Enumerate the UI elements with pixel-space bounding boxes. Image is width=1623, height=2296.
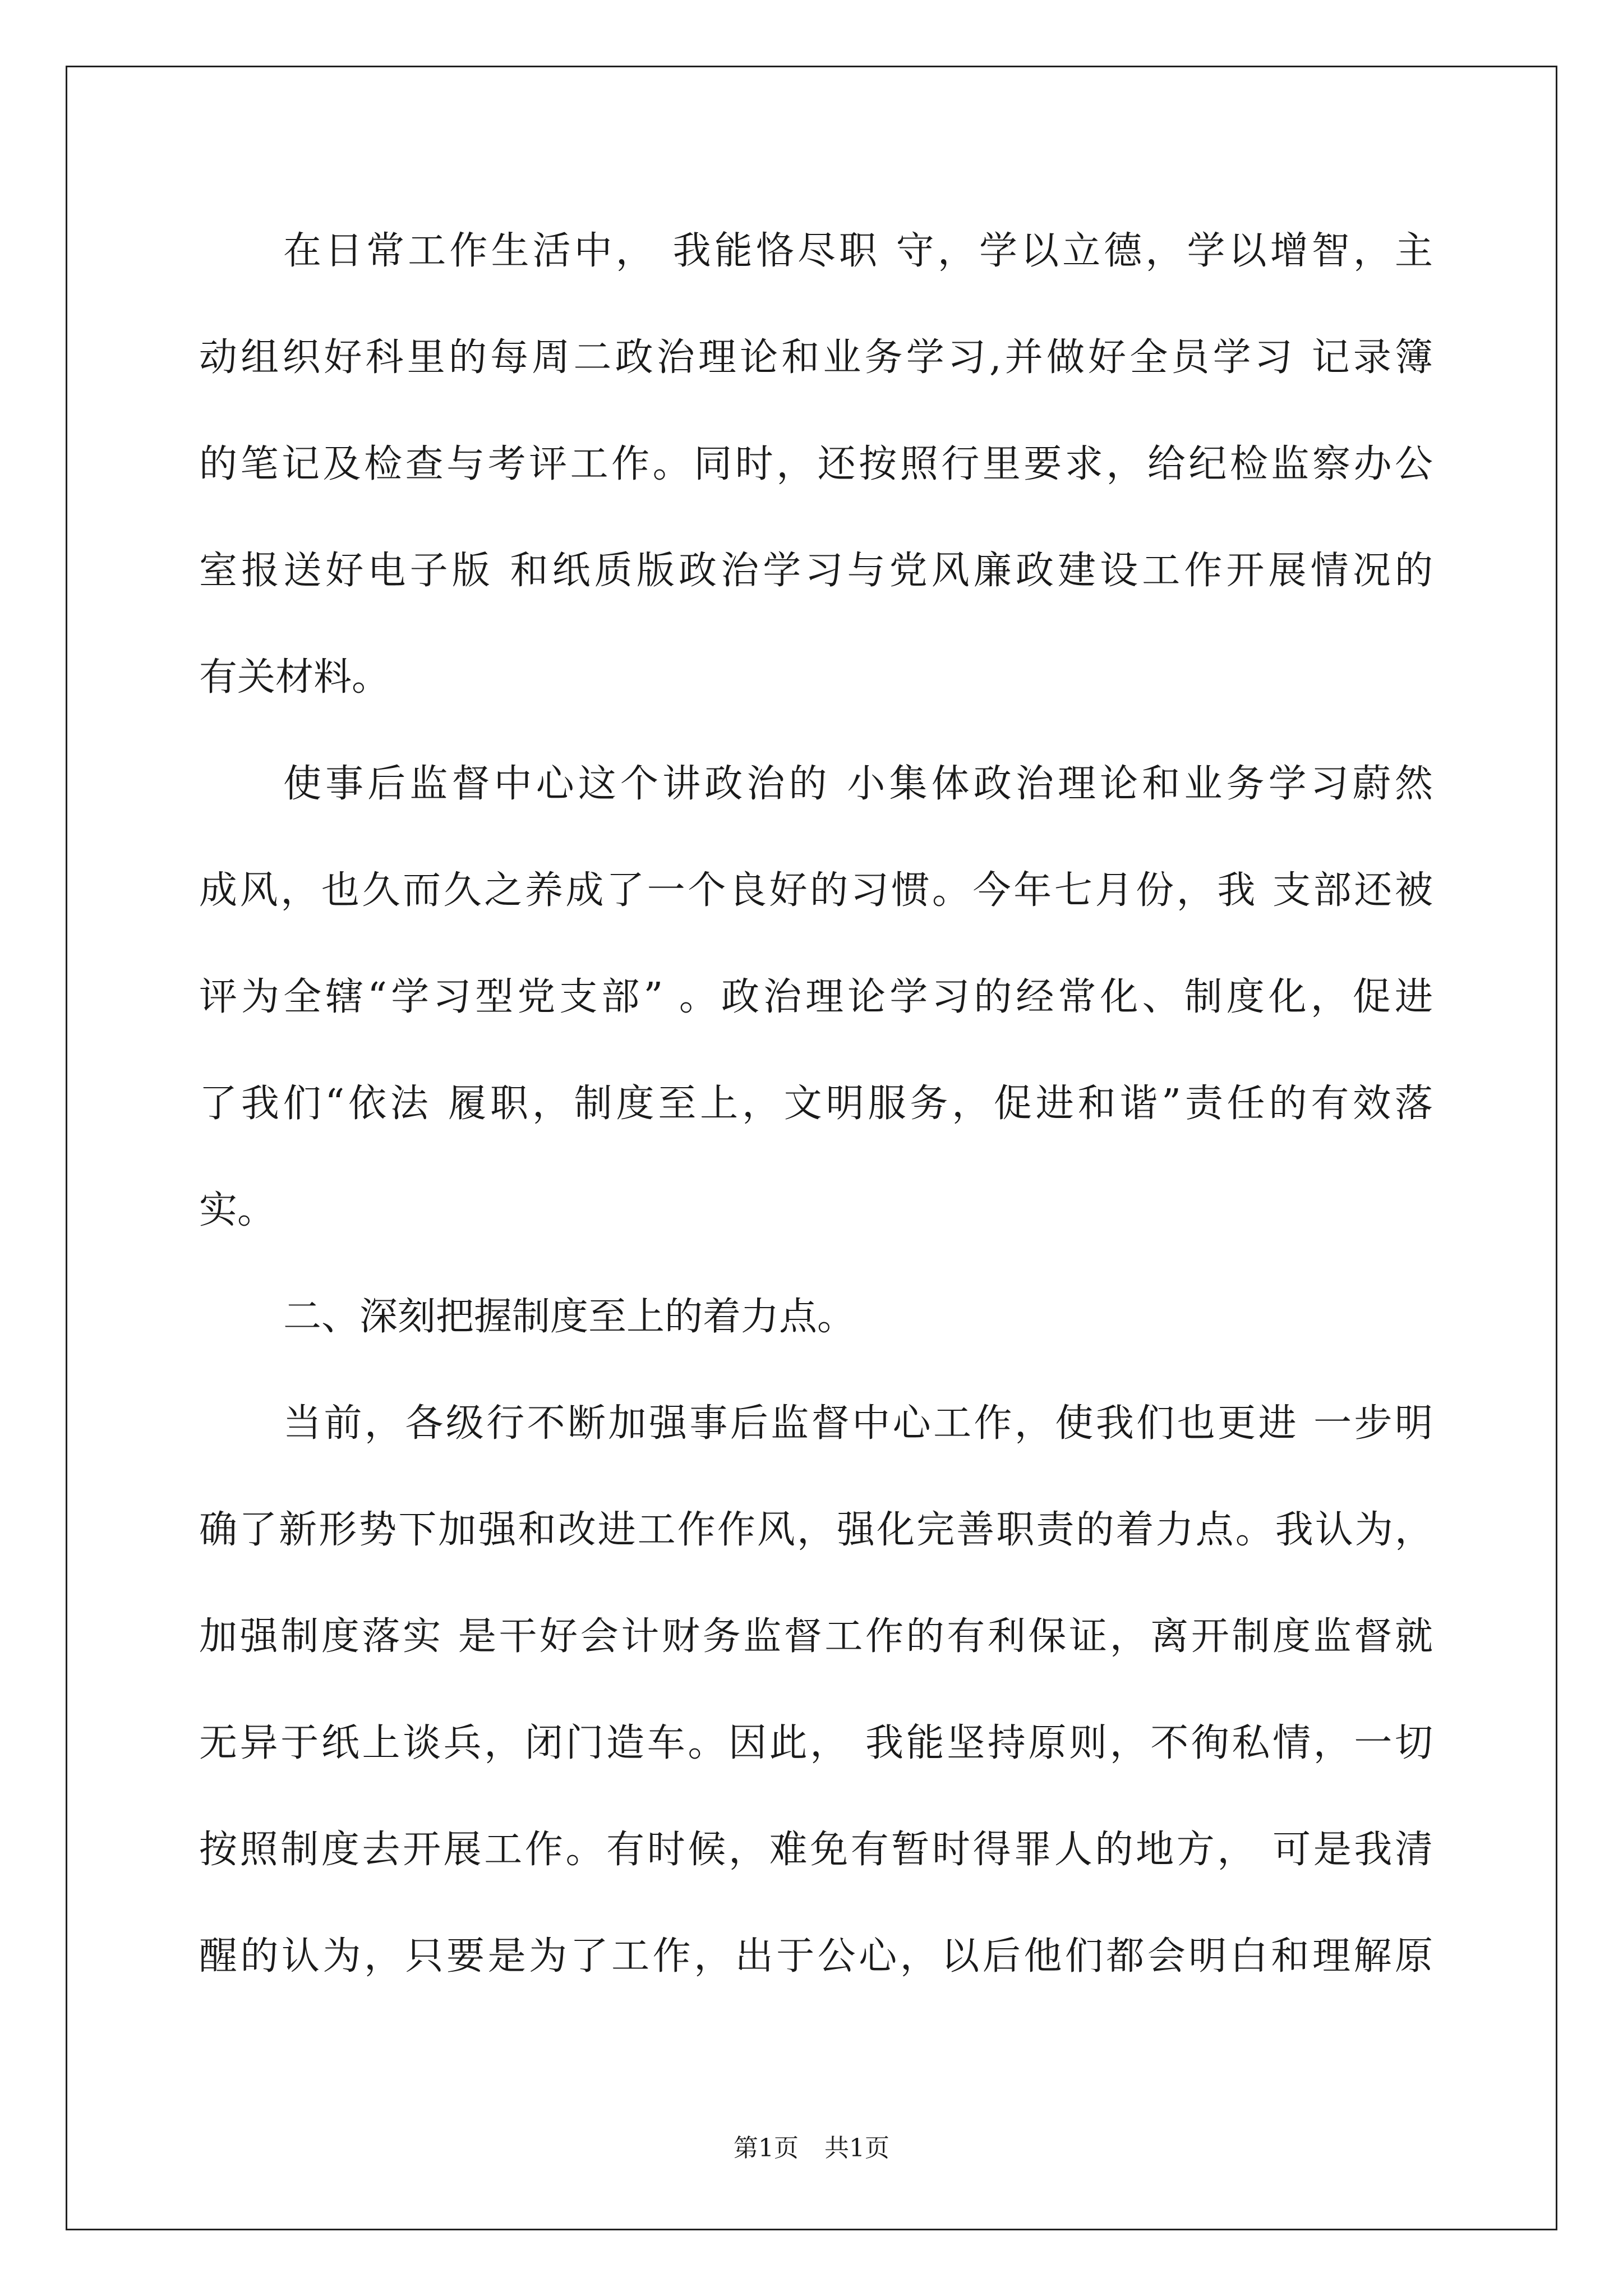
text-line: 评为全辖“学习型党支部” 。政治理论学习的经常化、制度化，促进 xyxy=(199,975,1433,1019)
section-heading: 二、深刻把握制度至上的着力点。 xyxy=(283,1295,856,1339)
text-line: 了我们“依法 履职，制度至上，文明服务，促进和谐”责任的有效落 xyxy=(199,1082,1433,1126)
text-line: 加强制度落实 是干好会计财务监督工作的有利保证，离开制度监督就 xyxy=(199,1614,1433,1659)
page-border xyxy=(66,66,1557,2230)
page-number: 第1页 xyxy=(734,2134,799,2162)
text-line: 动组织好科里的每周二政治理论和业务学习,并做好全员学习 记录簿 xyxy=(199,335,1433,380)
page-footer xyxy=(0,2132,1623,2165)
text-line: 有关材料。 xyxy=(199,655,390,700)
page-total: 共1页 xyxy=(824,2134,889,2162)
text-line: 无异于纸上谈兵，闭门造车。因此， 我能坚持原则，不徇私情，一切 xyxy=(199,1721,1433,1765)
text-line: 室报送好电子版 和纸质版政治学习与党风廉政建设工作开展情况的 xyxy=(199,549,1433,593)
text-line: 按照制度去开展工作。有时候，难免有暂时得罪人的地方， 可是我清 xyxy=(199,1828,1433,1872)
text-line: 在日常工作生活中， 我能恪尽职 守，学以立德，学以增智，主 xyxy=(283,229,1433,273)
text-line: 实。 xyxy=(199,1188,276,1232)
text-line: 当前，各级行不断加强事后监督中心工作，使我们也更进 一步明 xyxy=(283,1401,1433,1446)
text-line: 确了新形势下加强和改进工作作风，强化完善职责的着力点。我认为， xyxy=(199,1508,1433,1552)
text-line: 使事后监督中心这个讲政治的 小集体政治理论和业务学习蔚然 xyxy=(283,762,1433,806)
text-line: 的笔记及检查与考评工作。同时，还按照行里要求，给纪检监察办公 xyxy=(199,442,1433,486)
text-line: 成风，也久而久之养成了一个良好的习惯。今年七月份，我 支部还被 xyxy=(199,868,1433,913)
text-line: 醒的认为，只要是为了工作，出于公心，以后他们都会明白和理解原 xyxy=(199,1934,1433,1978)
